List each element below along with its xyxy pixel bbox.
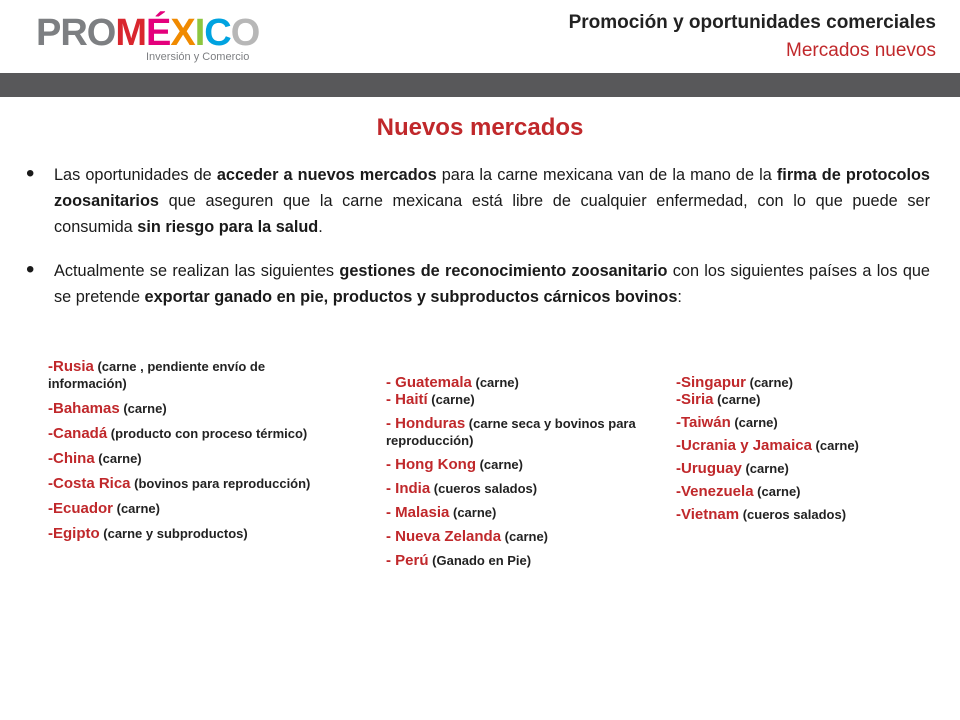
country-name: Venezuela (681, 483, 754, 500)
header-divider-band (0, 73, 960, 97)
slide-title: Nuevos mercados (376, 114, 584, 141)
country-note: (carne y subproductos) (99, 526, 248, 541)
country-note: (carne) (753, 484, 801, 499)
country-list-item (386, 391, 666, 408)
list-dash: - (386, 415, 396, 432)
country-list-item (386, 374, 666, 391)
list-dash: - (48, 425, 53, 442)
country-note: (carne) (730, 415, 778, 430)
country-list-item (676, 414, 946, 431)
country-name: Uruguay (681, 460, 742, 477)
bold-text-run: sin riesgo para la salud (137, 218, 319, 236)
country-name: Rusia (53, 358, 94, 375)
country-note: (carne) (741, 461, 789, 476)
country-name: Malasia (395, 504, 450, 521)
country-list-item (48, 400, 338, 417)
list-dash: - (676, 374, 681, 391)
country-list-item (48, 475, 338, 492)
country-list-item (676, 483, 946, 500)
country-name: Taiwán (681, 414, 731, 431)
country-note: (cueros salados) (430, 481, 538, 496)
country-note: (carne , pendiente envío de información) (48, 359, 266, 391)
country-list-item (386, 480, 666, 497)
country-list-item (48, 358, 338, 392)
country-list-item (386, 504, 666, 521)
bold-text-run: acceder a nuevos mercados (216, 166, 437, 184)
country-list-item (676, 391, 946, 408)
country-list-item (676, 460, 946, 477)
country-list-column (386, 374, 666, 576)
country-note: (cueros salados) (739, 507, 847, 522)
bullet-dot-icon: • (26, 256, 35, 283)
header-title: Promoción y oportunidades comerciales (568, 12, 936, 33)
list-dash: - (48, 475, 53, 492)
text-run: que aseguren que la carne mexicana está libre de cualquier enfermedad, con lo que puede ser consumida (54, 192, 930, 236)
country-name: Ecuador (53, 500, 114, 517)
list-dash: - (48, 450, 53, 467)
list-dash: - (676, 506, 681, 523)
list-dash: - (48, 525, 53, 542)
country-note: (carne) (449, 505, 497, 520)
country-list-column (48, 358, 338, 550)
list-dash: - (676, 437, 681, 454)
country-name: Honduras (395, 415, 466, 432)
country-note: (carne) (94, 451, 142, 466)
text-run: Las oportunidades de (54, 166, 217, 184)
country-note: (carne seca y bovinos para reproducción) (386, 416, 636, 448)
list-dash: - (386, 552, 396, 569)
country-name: China (53, 450, 95, 467)
country-name: Hong Kong (395, 456, 476, 473)
country-note: (carne) (501, 529, 549, 544)
country-name: Singapur (681, 374, 747, 391)
country-list-item (48, 500, 338, 517)
country-note: (carne) (811, 438, 859, 453)
text-run: para la carne mexicana van de la mano de la (436, 166, 777, 184)
country-list-item (386, 552, 666, 569)
country-list-item (386, 528, 666, 545)
bullet-paragraph (26, 258, 930, 310)
bullet-text (54, 258, 930, 310)
country-note: (carne) (475, 457, 523, 472)
country-name: Nueva Zelanda (395, 528, 502, 545)
country-list-item (48, 450, 338, 467)
country-name: Haití (395, 391, 428, 408)
country-note: (carne) (471, 375, 519, 390)
header-subtitle: Mercados nuevos (786, 40, 936, 61)
bold-text-run: gestiones de reconocimiento zoosanitario (339, 262, 668, 280)
list-dash: - (386, 391, 396, 408)
country-name: Canadá (53, 425, 108, 442)
country-name: Bahamas (53, 400, 120, 417)
text-run: : (677, 288, 682, 306)
country-name: Siria (681, 391, 714, 408)
country-name: Guatemala (395, 374, 472, 391)
list-dash: - (48, 500, 53, 517)
list-dash: - (676, 391, 681, 408)
promexico-logo (36, 12, 266, 68)
country-list-item (48, 425, 338, 442)
list-dash: - (386, 480, 396, 497)
bullet-paragraph (26, 162, 930, 240)
country-note: (producto con proceso térmico) (107, 426, 308, 441)
list-dash: - (676, 483, 681, 500)
bullet-text (54, 162, 930, 240)
country-name: Perú (395, 552, 429, 569)
list-dash: - (386, 456, 396, 473)
country-list-item (48, 525, 338, 542)
list-dash: - (48, 400, 53, 417)
country-name: Costa Rica (53, 475, 131, 492)
country-list-column (676, 374, 946, 529)
list-dash: - (386, 374, 396, 391)
country-list-item (386, 456, 666, 473)
bullet-dot-icon: • (26, 160, 35, 187)
text-run: Actualmente se realizan las siguientes (54, 262, 340, 280)
bold-text-run: firma de protocolos zoosanitarios (54, 166, 930, 210)
list-dash: - (386, 528, 396, 545)
country-note: (carne) (713, 392, 761, 407)
logo-wordmark: PROMÉXICO (36, 12, 260, 54)
country-name: India (395, 480, 431, 497)
list-dash: - (676, 460, 681, 477)
country-list-item (386, 415, 666, 449)
country-note: (carne) (119, 401, 167, 416)
list-dash: - (386, 504, 396, 521)
country-note: (bovinos para reproducción) (130, 476, 311, 491)
country-name: Ucrania y Jamaica (681, 437, 812, 454)
header (0, 0, 960, 72)
logo-tagline: Inversión y Comercio (146, 51, 250, 63)
country-list-item (676, 437, 946, 454)
list-dash: - (676, 414, 681, 431)
list-dash: - (48, 358, 53, 375)
country-list-item (676, 506, 946, 523)
country-name: Vietnam (681, 506, 740, 523)
country-note: (Ganado en Pie) (428, 553, 532, 568)
text-run: . (318, 218, 323, 236)
country-list-item (676, 374, 946, 391)
country-note: (carne) (427, 392, 475, 407)
text-run: con los siguientes países a los que se pretende (54, 262, 930, 306)
country-note: (carne) (746, 375, 793, 390)
country-note: (carne) (113, 501, 160, 516)
country-name: Egipto (53, 525, 100, 542)
bold-text-run: exportar ganado en pie, productos y subproductos cárnicos bovinos (144, 288, 678, 306)
